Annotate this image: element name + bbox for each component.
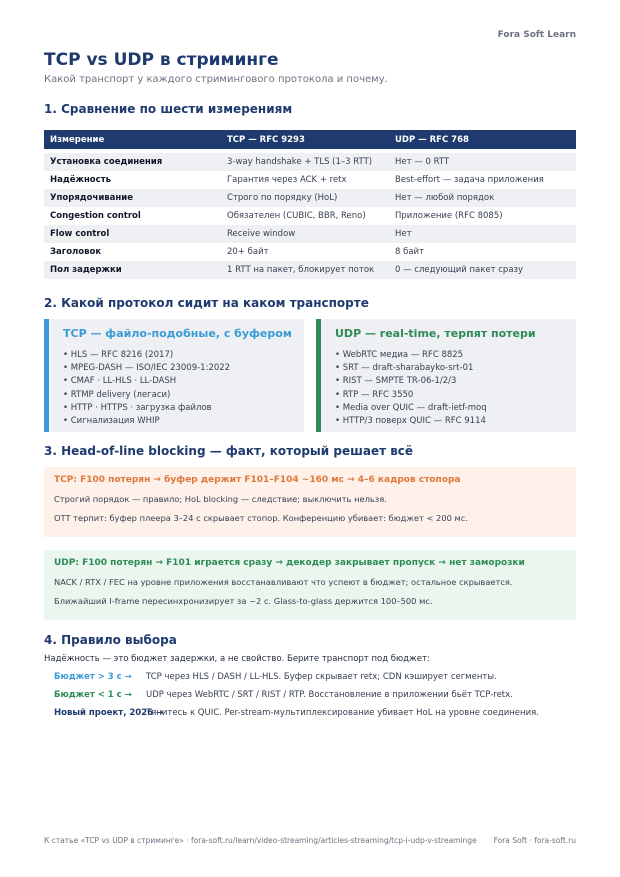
list-item: • HLS — RFC 8216 (2017) <box>63 349 294 362</box>
comparison-table <box>44 130 576 279</box>
column-header: Измерение <box>50 134 105 145</box>
list-item: • RTP — RFC 3550 <box>335 389 566 402</box>
rule-text: UDP через WebRTC / SRT / RIST / RTP. Восстановление в приложении бьёт TCP-retx. <box>146 690 513 700</box>
tcp-hol-title: TCP: F100 потерян → буфер держит F101–F104 ~160 мс → 4–6 кадров стопора <box>54 475 461 485</box>
section1-heading: 1. Сравнение по шести измерениям <box>44 102 293 116</box>
tcp-hol-box <box>44 467 576 537</box>
udp-panel-title: UDP — real-time, терпят потери <box>335 327 536 340</box>
table-cell: Приложение (RFC 8085) <box>395 211 503 221</box>
column-header: UDP — RFC 768 <box>395 134 469 145</box>
table-cell: Надёжность <box>50 175 111 185</box>
table-cell: 1 RTT на пакет, блокирует поток <box>227 265 375 275</box>
table-row <box>44 207 576 225</box>
table-row <box>44 225 576 243</box>
footer-article-link[interactable]: К статье «TCP vs UDP в стриминге» · fora-soft.ru/learn/video-streaming/articles-streaming/tcp-i-udp-v-streaminge <box>44 836 477 845</box>
table-row <box>44 171 576 189</box>
page-title: TCP vs UDP в стриминге <box>44 50 279 70</box>
table-cell: Обязателен (CUBIC, BBR, Reno) <box>227 211 366 221</box>
rule-text: Тянитесь к QUIC. Per-stream-мультиплексирование убивает HoL на уровне соединения. <box>146 708 539 718</box>
rule-item <box>54 672 497 682</box>
list-item: • RTMP delivery (легаси) <box>63 389 294 402</box>
table-cell: 20+ байт <box>227 247 269 257</box>
brand-label: Fora Soft Learn <box>497 30 576 40</box>
table-cell: Нет <box>395 229 412 239</box>
udp-hol-box <box>44 550 576 620</box>
table-cell: 0 — следующий пакет сразу <box>395 265 524 275</box>
rule-item <box>54 708 539 718</box>
list-item: • RIST — SMPTE TR-06-1/2/3 <box>335 375 566 388</box>
list-item: • HTTP/3 поверх QUIC — RFC 9114 <box>335 415 566 428</box>
section4-heading: 4. Правило выбора <box>44 633 177 647</box>
table-cell: Гарантия через ACK + retx <box>227 175 347 185</box>
table-cell: Нет — 0 RTT <box>395 157 450 167</box>
rule-key: Бюджет < 1 с → <box>54 690 132 700</box>
table-cell: Установка соединения <box>50 157 163 167</box>
table-cell: Упорядочивание <box>50 193 134 203</box>
table-row <box>44 153 576 171</box>
table-cell: Строго по порядку (HoL) <box>227 193 338 203</box>
table-cell: Нет — любой порядок <box>395 193 495 203</box>
list-item: • SRT — draft-sharabayko-srt-01 <box>335 362 566 375</box>
table-cell: Best-effort — задача приложения <box>395 175 544 185</box>
list-item: • HTTP · HTTPS · загрузка файлов <box>63 402 294 415</box>
rules-intro: Надёжность — это бюджет задержки, а не свойство. Берите транспорт под бюджет: <box>44 654 430 664</box>
column-header: TCP — RFC 9293 <box>227 134 305 145</box>
page-subtitle: Какой транспорт у каждого стримингового протокола и почему. <box>44 74 388 85</box>
rule-key: Бюджет > 3 с → <box>54 672 132 682</box>
udp-hol-title: UDP: F100 потерян → F101 играется сразу → декодер закрывает пропуск → нет заморозки <box>54 558 525 568</box>
tcp-protocol-list <box>63 349 294 428</box>
table-cell: Flow control <box>50 229 110 239</box>
tcp-hol-line: OTT терпит: буфер плеера 3–24 с скрывает стопор. Конференцию убивает: бюджет < 200 мс. <box>54 513 468 523</box>
table-cell: Пол задержки <box>50 265 122 275</box>
list-item: • WebRTC медиа — RFC 8825 <box>335 349 566 362</box>
list-item: • Сигнализация WHIP <box>63 415 294 428</box>
list-item: • MPEG-DASH — ISO/IEC 23009-1:2022 <box>63 362 294 375</box>
table-cell: 8 байт <box>395 247 425 257</box>
udp-hol-line: Ближайший I-frame пересинхронизирует за ~2 с. Glass-to-glass держится 100–500 мс. <box>54 596 433 606</box>
table-row <box>44 189 576 207</box>
tcp-protocols-panel <box>44 319 304 432</box>
section2-heading: 2. Какой протокол сидит на каком транспорте <box>44 296 369 310</box>
list-item: • Media over QUIC — draft-ietf-moq <box>335 402 566 415</box>
tcp-hol-line: Строгий порядок — правило; HoL blocking — следствие; выключить нельзя. <box>54 494 387 504</box>
table-row <box>44 243 576 261</box>
tcp-panel-title: TCP — файло-подобные, с буфером <box>63 327 292 340</box>
rule-key: Новый проект, 2026 → <box>54 708 164 718</box>
udp-protocols-panel <box>316 319 576 432</box>
list-item: • CMAF · LL-HLS · LL-DASH <box>63 375 294 388</box>
table-cell: Receive window <box>227 229 296 239</box>
udp-protocol-list <box>335 349 566 428</box>
table-cell: 3-way handshake + TLS (1–3 RTT) <box>227 157 373 167</box>
rule-item <box>54 690 513 700</box>
rule-text: TCP через HLS / DASH / LL-HLS. Буфер скрывает retx; CDN кэширует сегменты. <box>146 672 497 682</box>
page-footer <box>44 836 576 845</box>
section3-heading: 3. Head-of-line blocking — факт, который решает всё <box>44 444 414 458</box>
table-header <box>44 130 576 149</box>
footer-site: Fora Soft · fora-soft.ru <box>493 836 576 845</box>
table-cell: Заголовок <box>50 247 102 257</box>
udp-hol-line: NACK / RTX / FEC на уровне приложения восстанавливают что успеют в бюджет; остальное скрывается. <box>54 577 513 587</box>
table-row <box>44 261 576 279</box>
table-cell: Congestion control <box>50 211 141 221</box>
